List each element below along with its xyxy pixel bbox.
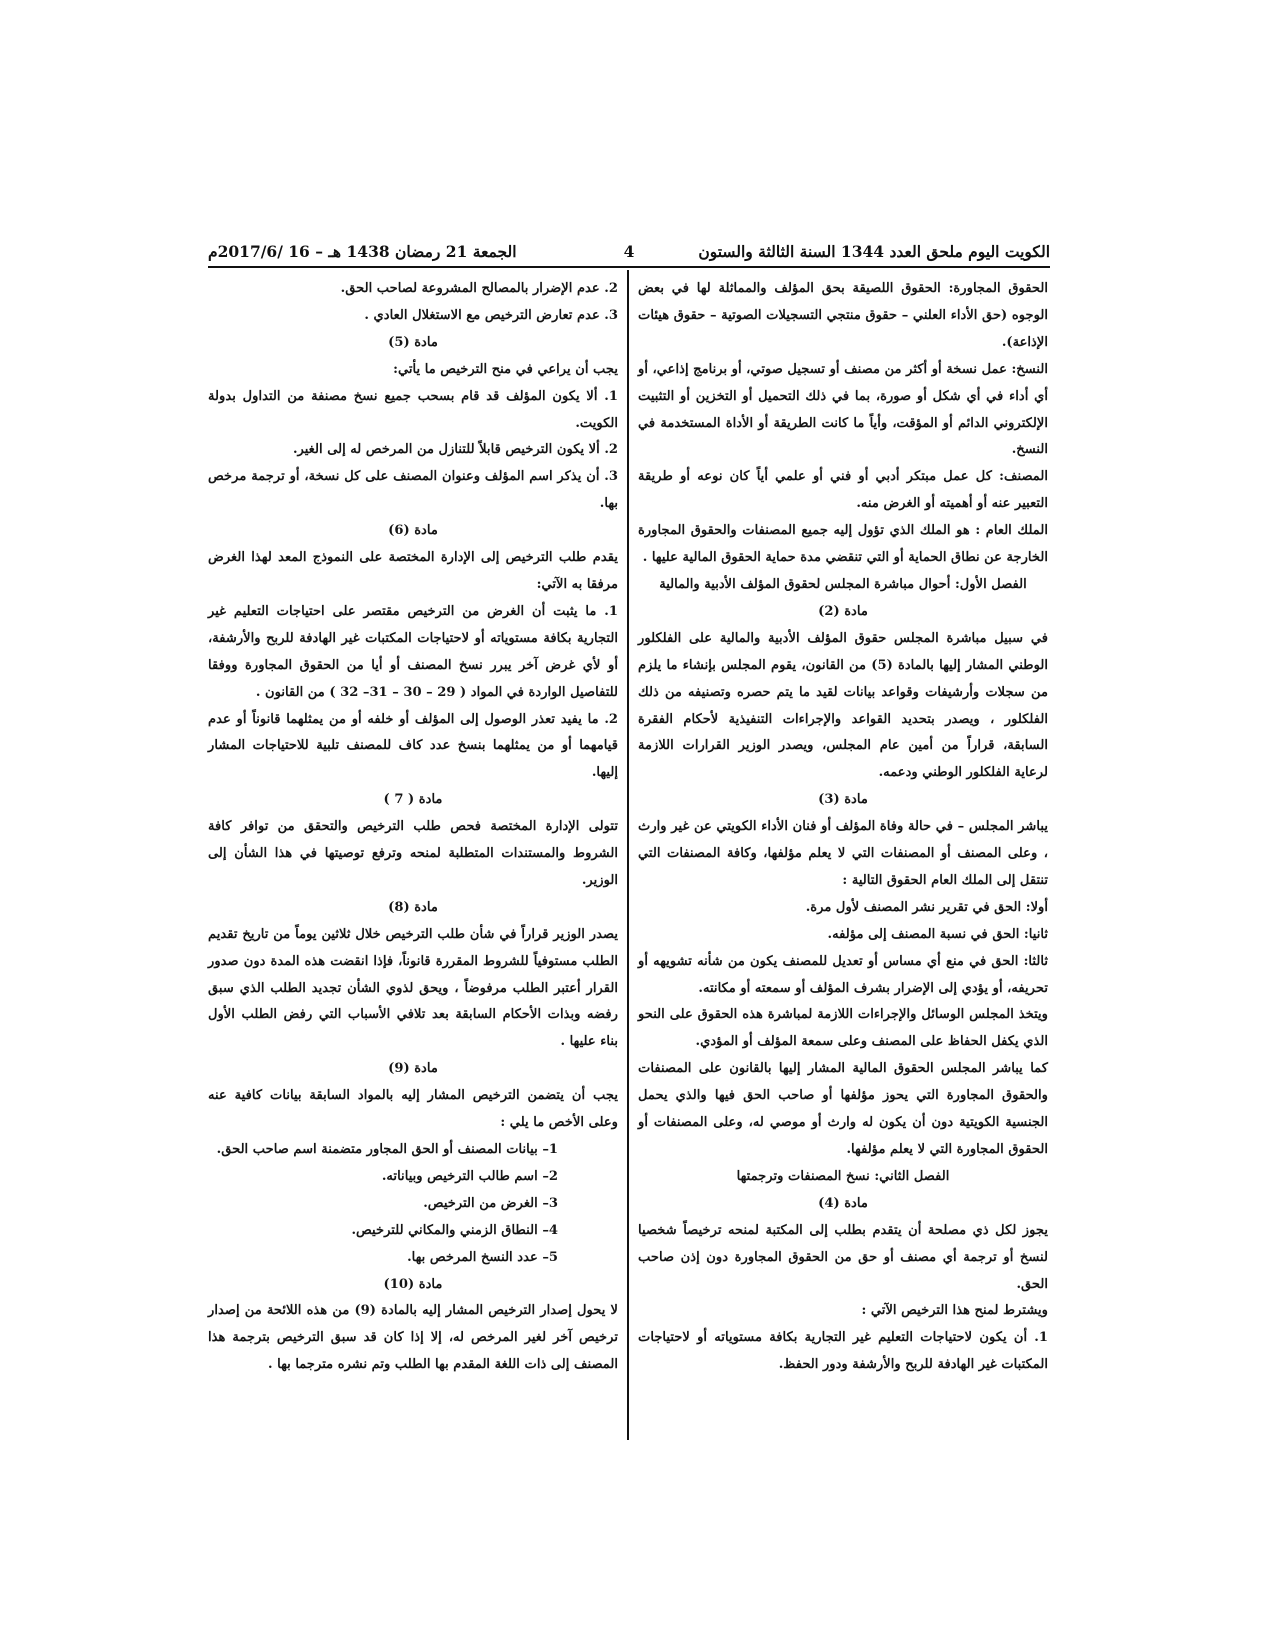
section-heading: مادة (2) — [818, 603, 868, 619]
page-number: 4 — [623, 241, 635, 261]
paragraph: في سبيل مباشرة المجلس حقوق المؤلف الأدبية والمالية على الفلكلور الوطني المشار إليها بالمادة (5) من القانون، يقوم المجلس بإنشاء ما يلزم من سجلات وأرشيفات وقواعد بيانات لقيد ما يتم حصره وتصنيفه من ذلك الفلكلور ، ويصدر بتحديد القواعد والإجراءات التنفيذية لأحكام الفقرة السابقة، قراراً من أمين عام المجلس، ويصدر الوزير القرارات اللازمة لرعاية الفلكلور الوطني ودعمه. — [638, 630, 1049, 781]
header-issue-info: الكويت اليوم ملحق العدد 1344 السنة الثالثة والستون — [698, 241, 1050, 261]
paragraph: 2. ألا يكون الترخيص قابلاً للتنازل من المرخص له إلى الغير. — [292, 442, 618, 458]
paragraph: يجب أن يتضمن الترخيص المشار إليه بالمواد السابقة بيانات كافية عنه وعلى الأخص ما يلي : — [208, 1088, 618, 1131]
paragraph: يجوز لكل ذي مصلحة أن يتقدم بطلب إلى المكتبة لمنحه ترخيصاً شخصيا لنسخ أو ترجمة أي مصنف أو حق من الحقوق المجاورة دون إذن صاحب الحق. — [638, 1222, 1048, 1292]
paragraph: ثانيا: الحق في نسبة المصنف إلى مؤلفه. — [827, 926, 1048, 942]
header-date: الجمعة 21 رمضان 1438 هـ – 16 /2017/6م — [208, 241, 517, 261]
list-item: 1– بيانات المصنف أو الحق المجاور متضمنة اسم صاحب الحق. — [216, 1142, 558, 1157]
paragraph: 1. أن يكون لاحتياجات التعليم غير التجارية بكافة مستوياته أو لاحتياجات المكتبات غير الهادفة للربح والأرشفة ودور الحفظ. — [638, 1330, 1048, 1373]
section-heading: الفصل الأول: أحوال مباشرة المجلس لحقوق المؤلف الأدبية والمالية — [659, 576, 1027, 592]
section-heading: مادة ( 7 ) — [383, 792, 443, 808]
header-rule — [208, 266, 1050, 268]
paragraph: 1. ما يثبت أن الغرض من الترخيص مقتصر على احتياجات التعليم غير التجارية بكافة مستوياته أو لاحتياجات المكتبات غير الهادفة للربح والأرشفة، أو لأي غرض آخر يبرر نسخ المصنف أو أيا من الحقوق المجاورة ووفقا للتفاصيل الواردة في المواد ( 29 – 30 – 31– 32 ) من القانون . — [208, 603, 618, 700]
left-column — [208, 276, 618, 1379]
section-heading: مادة (8) — [388, 899, 438, 915]
paragraph: 2. ما يفيد تعذر الوصول إلى المؤلف أو خلفه أو من يمثلهما قانوناً أو عدم قيامهما أو من يمثلهما بنسخ عدد كاف للمصنف تلبية للاحتياجات المشار إليها. — [208, 711, 618, 781]
paragraph: 2. عدم الإضرار بالمصالح المشروعة لصاحب الحق. — [340, 281, 618, 296]
paragraph: لا يحول إصدار الترخيص المشار إليه بالمادة (9) من هذه اللائحة من إصدار ترخيص آخر لغير المرخص له، إلا إذا كان قد سبق الترخيص بترجمة هذا المصنف إلى ذات اللغة المقدم بها الطلب وتم نشره مترجما بها . — [208, 1303, 618, 1373]
paragraph: 3. عدم تعارض الترخيص مع الاستغلال العادي . — [364, 307, 618, 323]
paragraph: يجب أن يراعي في منح الترخيص ما يأتي: — [393, 361, 618, 377]
paragraph: 3. أن يذكر اسم المؤلف وعنوان المصنف على كل نسخة، أو ترجمة مرخص بها. — [208, 469, 618, 512]
paragraph: تتولى الإدارة المختصة فحص طلب الترخيص والتحقق من توافر كافة الشروط والمستندات المتطلبة لمنحه وترفع توصيتها في هذا الشأن إلى الوزير. — [208, 819, 618, 888]
page-header — [208, 238, 1050, 264]
section-heading: الفصل الثاني: نسخ المصنفات وترجمتها — [736, 1168, 950, 1184]
list-item: 2– اسم طالب الترخيص وبياناته. — [381, 1168, 558, 1184]
list-item: 3– الغرض من الترخيص. — [423, 1195, 558, 1211]
paragraph: الحقوق المجاورة: الحقوق اللصيقة بحق المؤلف والمماثلة لها في بعض الوجوه (حق الأداء العلني – حقوق منتجي التسجيلات الصوتية – حقوق هيئات الإذاعة). — [638, 281, 1048, 350]
paragraph: المصنف: كل عمل مبتكر أدبي أو فني أو علمي أياً كان نوعه أو طريقة التعبير عنه أو أهميته أو الغرض منه. — [638, 469, 1048, 512]
right-column — [638, 276, 1048, 1379]
paragraph: يباشر المجلس – في حالة وفاة المؤلف أو فنان الأداء الكويتي عن غير وارث ، وعلى المصنف أو المصنفات التي لا يعلم مؤلفها، وكافة المصنفات التي تنتقل إلى الملك العام الحقوق التالية : — [638, 819, 1048, 888]
paragraph: أولا: الحق في تقرير نشر المصنف لأول مرة. — [805, 899, 1048, 915]
column-divider — [627, 270, 629, 1440]
paragraph: ويشترط لمنح هذا الترخيص الآتي : — [861, 1303, 1048, 1319]
paragraph: ويتخذ المجلس الوسائل والإجراءات اللازمة لمباشرة هذه الحقوق على النحو الذي يكفل الحفاظ على المصنف وعلى سمعة المؤلف أو المؤدي. — [638, 1007, 1048, 1050]
section-heading: مادة (10) — [383, 1276, 443, 1292]
paragraph: 1. ألا يكون المؤلف قد قام بسحب جميع نسخ مصنفة من التداول بدولة الكويت. — [208, 388, 618, 431]
paragraph: ثالثا: الحق في منع أي مساس أو تعديل للمصنف يكون من شأنه تشويهه أو تحريفه، أو يؤدي إلى الإضرار بشرف المؤلف أو سمعته أو مكانته. — [638, 953, 1048, 996]
paragraph: الملك العام : هو الملك الذي تؤول إليه جميع المصنفات والحقوق المجاورة الخارجة عن نطاق الحماية أو التي تنقضي مدة حماية الحقوق المالية عليها . — [638, 523, 1048, 566]
list-item: 5– عدد النسخ المرخص بها. — [407, 1249, 558, 1265]
paragraph: يقدم طلب الترخيص إلى الإدارة المختصة على النموذج المعد لهذا الغرض مرفقا به الآتي: — [208, 550, 618, 592]
section-heading: مادة (5) — [388, 334, 438, 350]
paragraph: يصدر الوزير قراراً في شأن طلب الترخيص خلال ثلاثين يوماً من تاريخ تقديم الطلب مستوفياً للشروط المقررة قانوناً، فإذا انقضت هذه المدة دون صدور القرار أعتبر الطلب مرفوضاً ، ويحق لذوي الشأن تجديد الطلب الذي سبق رفضه وبذات الأحكام السابقة بعد تلافي الأسباب التي رفض الطلب الأول بناء عليها . — [208, 926, 618, 1050]
list-item: 4– النطاق الزمني والمكاني للترخيص. — [351, 1222, 558, 1238]
paragraph: كما يباشر المجلس الحقوق المالية المشار إليها بالقانون على المصنفات والحقوق المجاورة التي يحوز مؤلفها أو صاحب الحق فيها والذي يحمل الجنسية الكويتية دون أن يكون له وارث أو موصي له، وعلى المصنفات أو الحقوق المجاورة التي لا يعلم مؤلفها. — [638, 1061, 1048, 1157]
section-heading: مادة (9) — [388, 1061, 438, 1077]
paragraph: النسخ: عمل نسخة أو أكثر من مصنف أو تسجيل صوتي، أو برنامج إذاعي، أو أي أداء في أي شكل أو صورة، بما في ذلك التحميل أو التخزين أو التثبيت الإلكتروني الدائم أو المؤقت، وأياً ما كانت الطريقة أو الأداة المستخدمة في النسخ. — [638, 361, 1048, 458]
section-heading: مادة (4) — [818, 1195, 868, 1211]
section-heading: مادة (6) — [388, 523, 438, 539]
section-heading: مادة (3) — [818, 792, 868, 808]
